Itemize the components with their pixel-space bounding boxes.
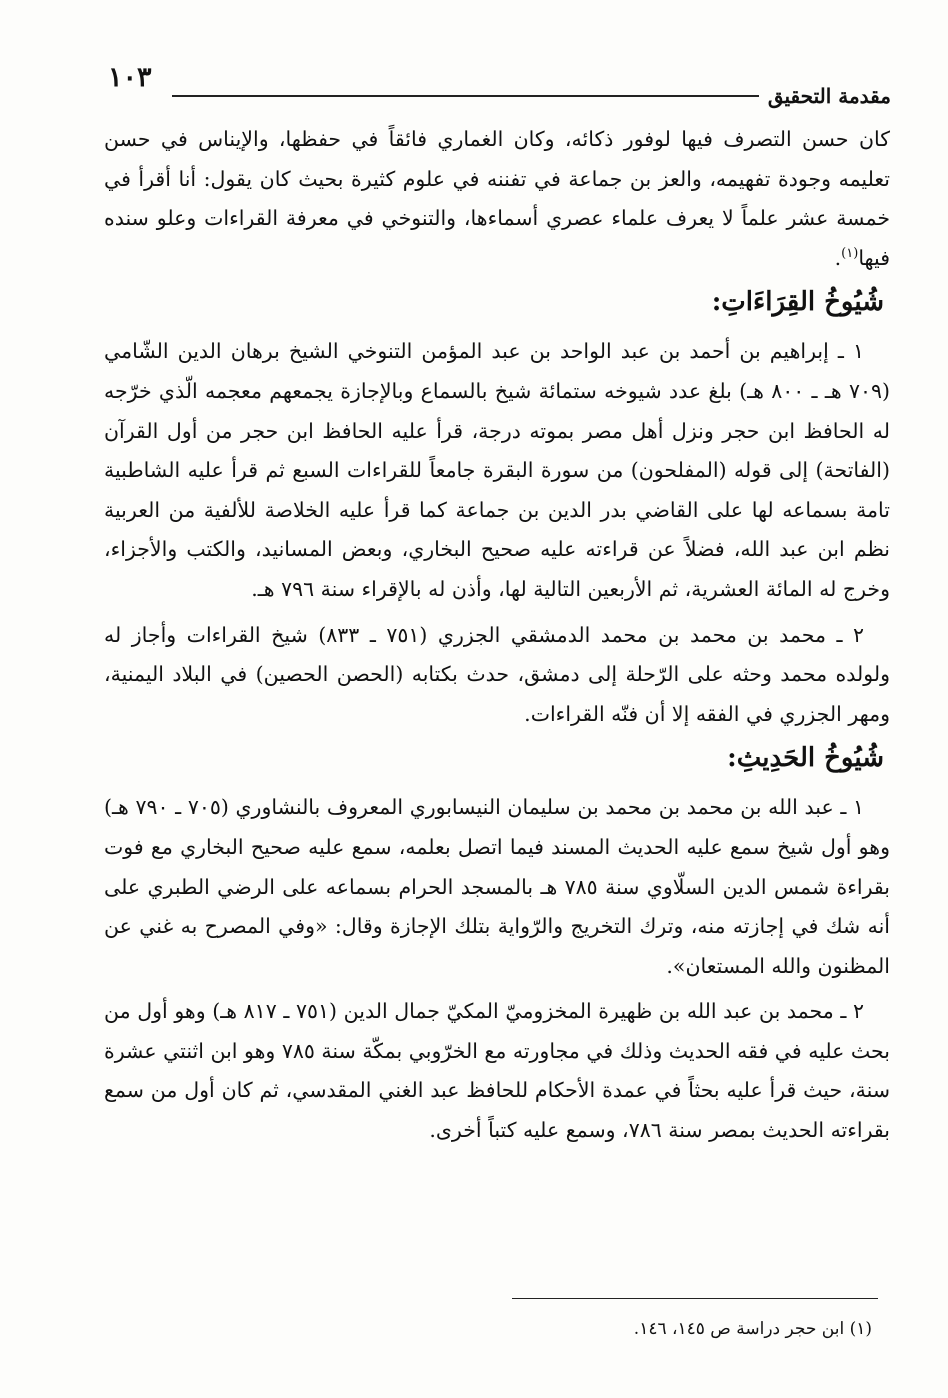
hadith-teacher-1: ١ ـ عبد الله بن محمد بن محمد بن سليمان النيسابوري المعروف بالنشاوري (٧٠٥ ـ ٧٩٠ هـ) وهو أول شيخ سمع عليه الحديث المسند فيما اتصل بعلمه، سمع عليه صحيح البخاري مع فوت بقراءة شمس الدين السلّاوي سنة ٧٨٥ هـ بالمسجد الحرام بسماعه على الرضي الطبري على أنه شك في إجازته منه، وترك التخريج والرّواية بتلك الإجازة وقال: «وفي المصرح به غني عن المظنون والله المستعان». (104, 795, 890, 978)
qiraat-teacher-2: ٢ ـ محمد بن محمد بن محمد الدمشقي الجزري (٧٥١ ـ ٨٣٣) شيخ القراءات وأجاز له ولولده محمد وحثه على الرّحلة إلى دمشق، حدث بكتابه (الحصن الحصين) في البلاد اليمنية، ومهر الجزري في الفقه إلا أن فنّه القراءات. (104, 622, 890, 726)
intro-paragraph (104, 120, 890, 278)
footnote: (١) ابن حجر دراسة ص ١٤٥، ١٤٦. (633, 1319, 872, 1339)
page-number: ١٠٣ (108, 62, 152, 93)
main-text (104, 120, 890, 1151)
running-title: مقدمة التحقيق (767, 84, 891, 108)
qiraat-teachers-heading: شُيُوخُ القِرَاءَاتِ: (711, 287, 884, 318)
page-header (108, 62, 891, 110)
intro-text: كان حسن التصرف فيها لوفور ذكائه، وكان الغماري فائقاً في حفظها، والإيناس في حسن تعليمه وجودة تفهيمه، والعز بن جماعة في تفننه في علوم كثيرة بحيث كان يقول: أنا أقرأ في خمسة عشر علماً لا يعرف علماء عصري أسماءها، والتنوخي في معرفة القراءات وعلو سنده فيها (104, 127, 890, 270)
hadith-teacher-2: ٢ ـ محمد بن عبد الله بن ظهيرة المخزوميّ المكيّ جمال الدين (٧٥١ ـ ٨١٧ هـ) وهو أول من بحث عليه في فقه الحديث وذلك في مجاورته مع الخرّوبي بمكّة سنة ٧٨٥ وهو ابن اثنتي عشرة سنة، حيث قرأ عليه بحثاً في عمدة الأحكام للحافظ عبد الغني المقدسي، ثم كان أول من سمع بقراءته الحديث بمصر سنة ٧٨٦، وسمع عليه كتباً أخرى. (104, 999, 890, 1143)
hadith-teachers-heading: شُيُوخُ الحَدِيثِ: (727, 743, 884, 774)
header-rule (172, 95, 759, 97)
footnote-reference: (١) (841, 245, 859, 261)
qiraat-teacher-1: ١ ـ إبراهيم بن أحمد بن عبد الواحد بن عبد المؤمن التنوخي الشيخ برهان الدين الشّامي (٧٠٩ هـ ـ ٨٠٠ هـ) بلغ عدد شيوخه ستمائة شيخ بالسماع وبالإجازة يجمعهم معجمه الّذي خرّجه له الحافظ ابن حجر ونزل أهل مصر بموته درجة، قرأ عليه الحافظ ابن حجر من أول القرآن (الفاتحة) إلى قوله (المفلحون) من سورة البقرة جامعاً للقراءات السبع ثم قرأ عليه الشاطبية تامة بسماعه لها على القاضي بدر الدين بن جماعة كما قرأ عليه الخلاصة للألفية من العربية نظم ابن عبد الله، فضلاً عن قراءته عليه صحيح البخاري، وبعض المسانيد، والكتب والأجزاء، وخرج له المائة العشرية، ثم الأربعين التالية لها، وأذن له بالإقراء سنة ٧٩٦ هـ. (104, 339, 891, 601)
intro-end: . (834, 245, 842, 270)
footnote-rule (512, 1298, 878, 1299)
